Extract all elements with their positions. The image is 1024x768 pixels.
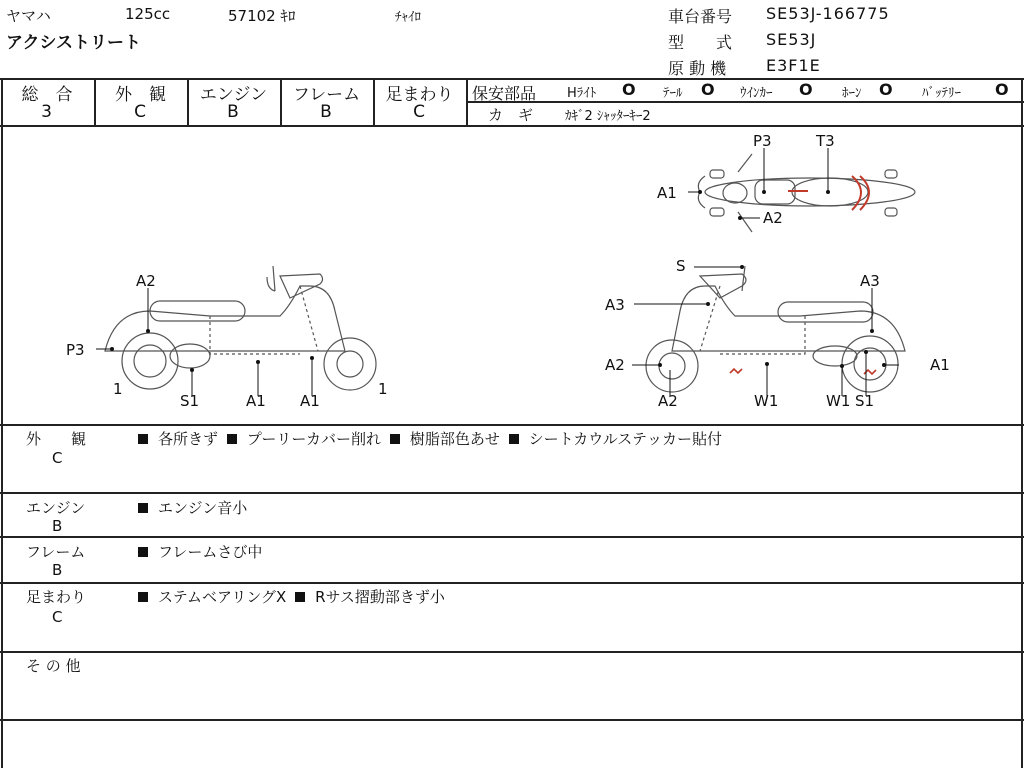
scooter-diagram-svg bbox=[0, 126, 1022, 424]
diagram-label: W1 bbox=[754, 392, 779, 410]
safety-mark-battery: O bbox=[995, 80, 1009, 99]
engine-grade-value: B bbox=[227, 102, 240, 122]
safety-item-headlight: Hﾗｲﾄ bbox=[567, 86, 597, 101]
divider bbox=[0, 651, 1024, 653]
divider bbox=[0, 424, 1024, 426]
remark-item: 各所きず bbox=[158, 430, 219, 448]
engine-grade-label: エンジン bbox=[199, 85, 268, 105]
diagram-label: P3 bbox=[66, 341, 85, 359]
remark-item: 樹脂部色あせ bbox=[409, 430, 500, 448]
diagram-label: P3 bbox=[753, 132, 772, 150]
diagram-label: A2 bbox=[763, 209, 783, 227]
remark-label: そ の 他 bbox=[26, 657, 81, 675]
divider bbox=[0, 536, 1024, 538]
diagram-label: S1 bbox=[180, 392, 200, 410]
safety-item-tail: ﾃｰﾙ bbox=[663, 86, 683, 101]
divider bbox=[0, 492, 1024, 494]
remark-items bbox=[134, 428, 722, 449]
key-label: カ ギ bbox=[488, 106, 534, 124]
diagram-label: A2 bbox=[136, 272, 156, 290]
diagram-label: A1 bbox=[930, 356, 950, 374]
bullet-icon bbox=[138, 592, 148, 602]
diagram-label: S1 bbox=[855, 392, 875, 410]
remark-grade: C bbox=[52, 449, 63, 467]
mileage: 57102 ｷﾛ bbox=[228, 7, 296, 25]
type-label: 型 式 bbox=[668, 33, 733, 52]
scooter-top-view bbox=[698, 154, 915, 232]
remark-item: プーリーカバー削れ bbox=[246, 430, 382, 448]
remark-items bbox=[134, 541, 262, 562]
engine-label: 原 動 機 bbox=[668, 59, 727, 78]
remark-grade: B bbox=[52, 561, 63, 579]
model-name: アクシストリート bbox=[6, 33, 141, 53]
bullet-icon bbox=[509, 434, 519, 444]
remark-grade: C bbox=[52, 608, 63, 626]
remark-label: フレーム bbox=[26, 543, 86, 561]
safety-item-winker: ｳｲﾝｶｰ bbox=[740, 86, 773, 101]
remark-item: エンジン音小 bbox=[158, 499, 248, 517]
exterior-value: C bbox=[134, 102, 147, 122]
diagram-label: A1 bbox=[300, 392, 320, 410]
safety-label: 保安部品 bbox=[472, 84, 537, 103]
divider bbox=[0, 719, 1024, 721]
type-value: SE53J bbox=[766, 30, 817, 49]
diagram-label: A1 bbox=[246, 392, 266, 410]
remark-item: フレームさび中 bbox=[158, 543, 263, 561]
diagram-label: S bbox=[676, 257, 686, 275]
bullet-icon bbox=[138, 503, 148, 513]
color: ﾁｬｲﾛ bbox=[395, 10, 421, 25]
remark-label: 外 観 bbox=[26, 430, 87, 448]
divider bbox=[0, 582, 1024, 584]
key-value: ｶｷﾞ2 ｼｬｯﾀｰｷｰ2 bbox=[565, 109, 651, 124]
frame-grade-value: B bbox=[320, 102, 333, 122]
safety-mark-tail: O bbox=[701, 80, 715, 99]
maker: ヤマハ bbox=[6, 7, 51, 25]
remark-label: エンジン bbox=[26, 499, 86, 517]
diagram-label: T3 bbox=[816, 132, 835, 150]
divider bbox=[466, 101, 1024, 103]
safety-item-horn: ﾎｰﾝ bbox=[842, 86, 862, 101]
diagram-label: 1 bbox=[113, 380, 123, 398]
bullet-icon bbox=[295, 592, 305, 602]
diagram-label: A1 bbox=[657, 184, 677, 202]
diagram-label: A3 bbox=[605, 296, 625, 314]
safety-mark-winker: O bbox=[799, 80, 813, 99]
frame-no-value: SE53J-166775 bbox=[766, 4, 890, 23]
safety-item-battery: ﾊﾞｯﾃﾘｰ bbox=[922, 86, 961, 101]
safety-mark-headlight: O bbox=[622, 80, 636, 99]
diagram-label: A2 bbox=[658, 392, 678, 410]
engine-value: E3F1E bbox=[766, 56, 821, 75]
remark-items bbox=[134, 586, 445, 607]
diagram-label: 1 bbox=[378, 380, 388, 398]
remark-label: 足まわり bbox=[26, 588, 87, 606]
remark-grade: B bbox=[52, 517, 63, 535]
diagram-label: W1 bbox=[826, 392, 851, 410]
divider bbox=[466, 78, 468, 126]
remark-item: シートカウルステッカー貼付 bbox=[528, 430, 722, 448]
bullet-icon bbox=[390, 434, 400, 444]
bullet-icon bbox=[138, 547, 148, 557]
remark-items bbox=[134, 497, 247, 518]
diagram-label: A3 bbox=[860, 272, 880, 290]
suspension-value: C bbox=[413, 102, 426, 122]
displacement: 125cc bbox=[125, 5, 171, 23]
overall-label: 総 合 bbox=[21, 85, 73, 105]
safety-mark-horn: O bbox=[879, 80, 893, 99]
frame-grade-label: フレーム bbox=[292, 85, 361, 105]
bullet-icon bbox=[227, 434, 237, 444]
diagram-label: A2 bbox=[605, 356, 625, 374]
exterior-label: 外 観 bbox=[115, 85, 166, 105]
overall-value: 3 bbox=[41, 102, 53, 122]
frame-no-label: 車台番号 bbox=[668, 7, 733, 26]
damage-diagram bbox=[0, 126, 1022, 424]
remark-item: Rサス摺動部きず小 bbox=[315, 588, 445, 606]
remark-item: ステムベアリングX bbox=[158, 588, 287, 606]
suspension-label: 足まわり bbox=[385, 85, 454, 105]
bullet-icon bbox=[138, 434, 148, 444]
